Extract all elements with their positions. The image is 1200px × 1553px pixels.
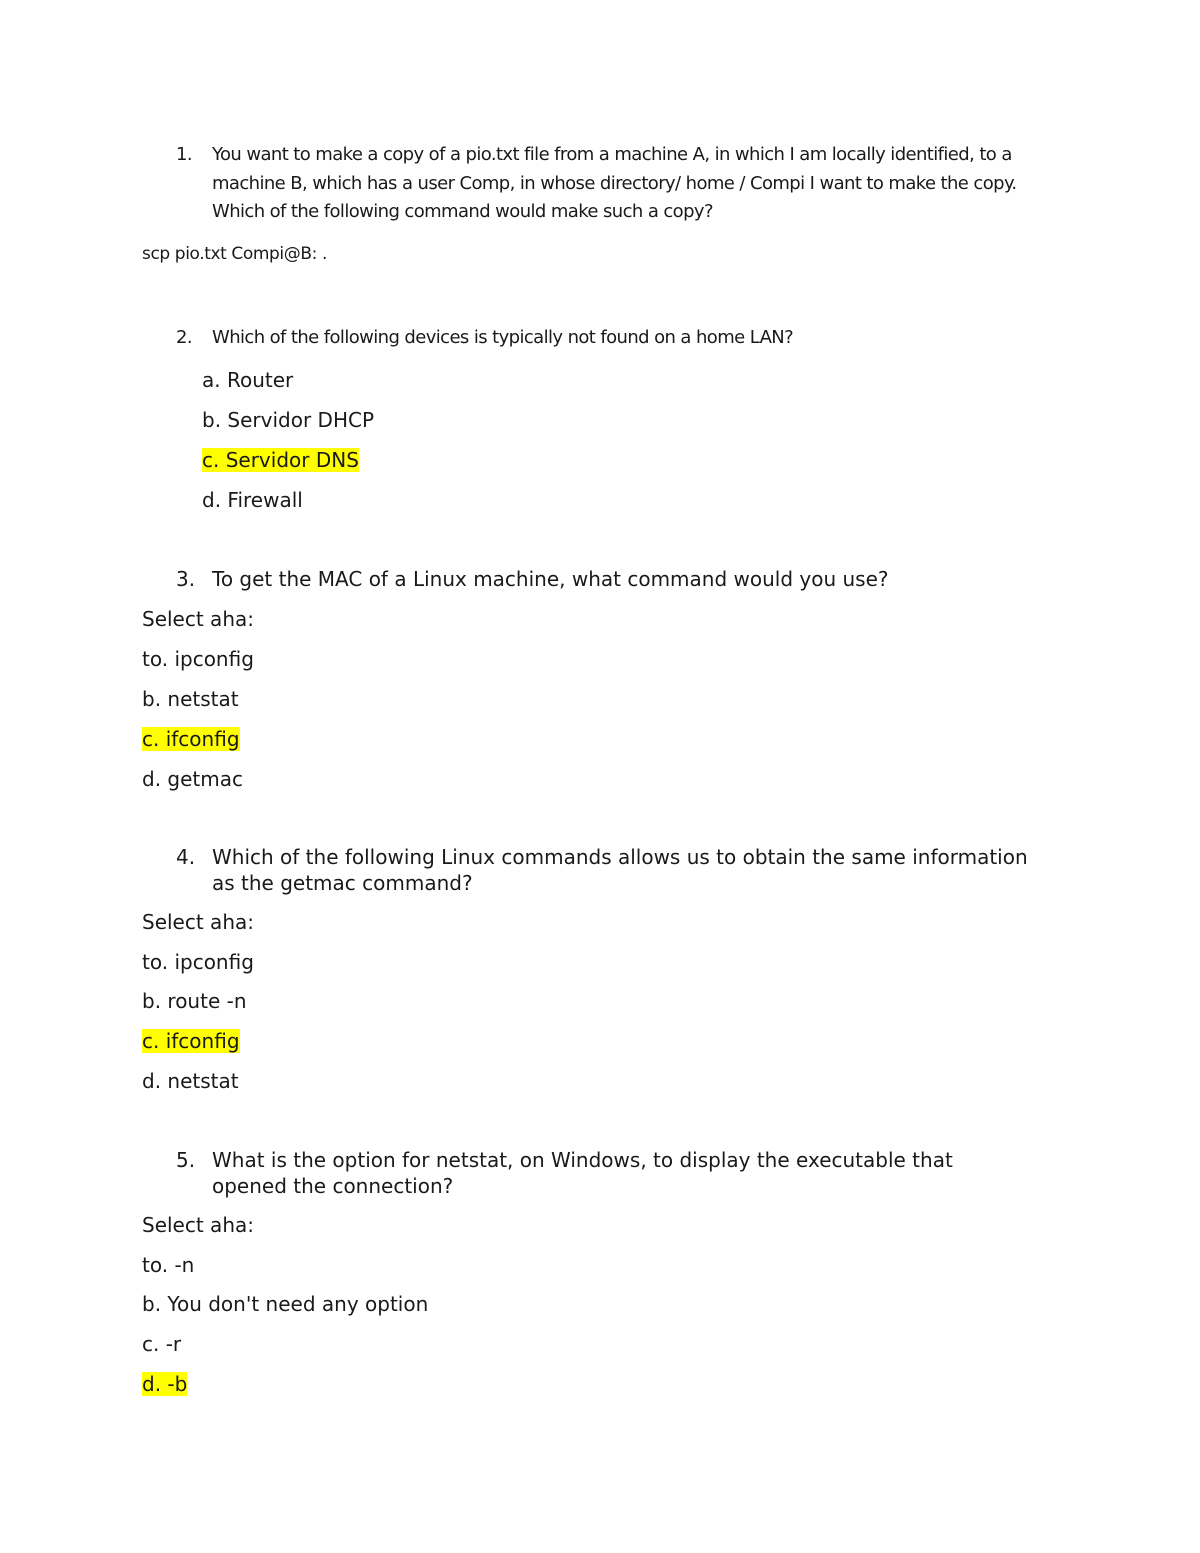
question-5-number: 5. <box>176 1148 196 1172</box>
question-3-option-a: to. ipconfig <box>142 647 254 671</box>
question-1-line-1: You want to make a copy of a pio.txt file from a machine A, in which I am locally identified, to a <box>212 144 1012 165</box>
question-3-option-d: d. getmac <box>142 767 243 791</box>
question-2-option-d: d. Firewall <box>202 488 303 512</box>
question-4-option-a: to. ipconfig <box>142 950 254 974</box>
question-1-number: 1. <box>176 144 192 165</box>
question-3-number: 3. <box>176 567 196 591</box>
question-1-line-3: Which of the following command would make such a copy? <box>212 201 713 222</box>
question-4-prompt: Select aha: <box>142 910 254 934</box>
question-5-option-a: to. -n <box>142 1253 195 1277</box>
question-1-line-2: machine B, which has a user Comp, in whose directory/ home / Compi I want to make the copy. <box>212 173 1017 194</box>
question-3-option-c-highlight: c. ifconfig <box>142 727 240 751</box>
question-3-text: To get the MAC of a Linux machine, what command would you use? <box>212 567 889 591</box>
question-2-option-a: a. Router <box>202 368 294 392</box>
question-5-option-d <box>142 1372 187 1396</box>
question-5-prompt: Select aha: <box>142 1213 254 1237</box>
question-4-option-b: b. route -n <box>142 989 247 1013</box>
question-1-answer: scp pio.txt Compi@B: . <box>142 244 327 264</box>
question-4-line-1: Which of the following Linux commands allows us to obtain the same information <box>212 845 1028 869</box>
question-5-line-1: What is the option for netstat, on Windows, to display the executable that <box>212 1148 953 1172</box>
question-4-line-2: as the getmac command? <box>212 871 473 895</box>
question-5-line-2: opened the connection? <box>212 1174 454 1198</box>
question-4-option-c-highlight: c. ifconfig <box>142 1029 240 1053</box>
question-4-option-d: d. netstat <box>142 1069 239 1093</box>
question-2-number: 2. <box>176 327 192 348</box>
question-3-option-c <box>142 727 240 751</box>
question-3-prompt: Select aha: <box>142 607 254 631</box>
question-4-option-c <box>142 1029 240 1053</box>
question-3-option-b: b. netstat <box>142 687 239 711</box>
question-2-text: Which of the following devices is typically not found on a home LAN? <box>212 327 794 348</box>
question-5-option-c: c. -r <box>142 1332 182 1356</box>
question-2-option-c <box>202 448 359 472</box>
question-5-option-d-highlight: d. -b <box>142 1372 188 1396</box>
question-2-option-b: b. Servidor DHCP <box>202 408 375 432</box>
question-5-option-b: b. You don't need any option <box>142 1292 429 1316</box>
question-2-option-c-highlight: c. Servidor DNS <box>202 448 359 472</box>
question-4-number: 4. <box>176 845 196 869</box>
